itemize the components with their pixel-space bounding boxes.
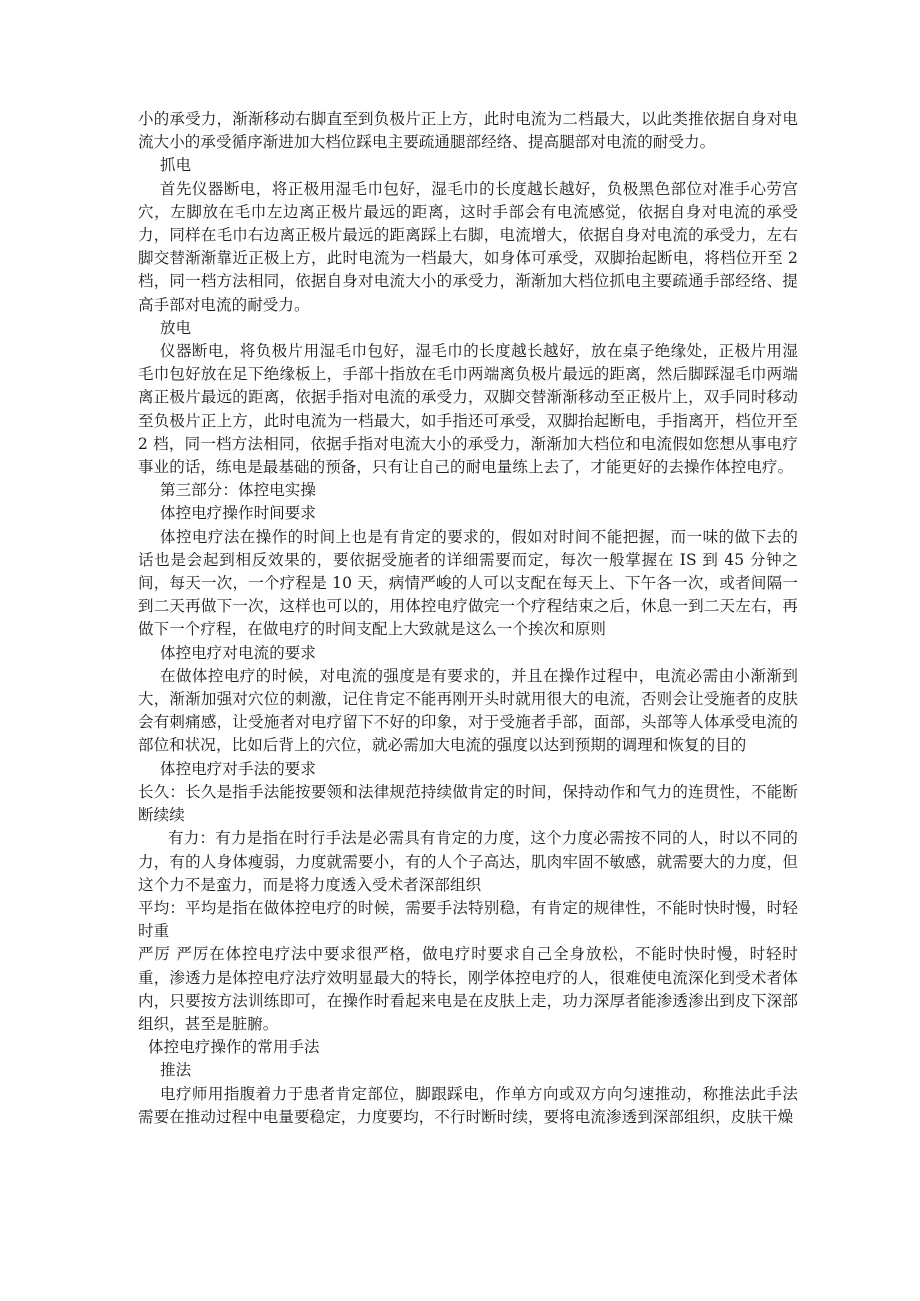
section-heading-current: 体控电疗对电流的要求 — [160, 643, 317, 662]
paragraph: 平均：平均是指在做体控电疗的时候，需要手法特别稳，有肯定的规律性，不能时快时慢，时轻时重 — [138, 898, 798, 941]
paragraph: 长久：长久是指手法能按要领和法律规范持续做肯定的时间，保持动作和气力的连贯性，不能断断续续 — [138, 782, 798, 825]
section-heading-grab-electricity: 抓电 — [160, 156, 192, 175]
paragraph: 小的承受力，渐渐移动右脚直至到负极片正上方，此时电流为二档最大，以此类推依据自身对电流大小的承受循序渐进加大档位踩电主要疏通腿部经络、提高腿部对电流的耐受力。 — [138, 110, 798, 152]
document-body — [138, 108, 798, 1129]
part-heading: 第三部分：体控电实操 — [160, 481, 317, 500]
paragraph: 仪器断电，将负极片用湿毛巾包好，湿毛巾的长度越长越好，放在桌子绝缘处，正极片用湿毛巾包好放在足下绝缘板上，手部十指放在毛巾两端离负极片最远的距离，然后脚踩湿毛巾两端离正极片最远的距离，依据手指对电流的承受力，双脚交替渐渐移动至正极片上，双手同时移动至负极片正上方，此时电流为一档最大，如手指还可承受，双脚抬起断电，手指离开，档位开至2 档，同一档方法相同，依据手指对电流大小的承受力，渐渐加大档位和电流假如您想从事电疗事业的话，练电是最基础的预备，只有让自己的耐电量练上去了，才能更好的去操作体控电疗。 — [138, 342, 798, 477]
paragraph: 严厉 严厉在体控电疗法中要求很严格，做电疗时要求自己全身放松，不能时快时慢，时轻时重，渗透力是体控电疗法疗效明显最大的特长，刚学体控电疗的人，很难使电流深化到受术者体内，只要按方法训练即可，在操作时看起来电是在皮肤上走，功力深厚者能渗透渗出到皮下深部组织，甚至是脏腑。 — [138, 945, 798, 1033]
paragraph: 有力：有力是指在时行手法是必需具有肯定的力度，这个力度必需按不同的人，时以不同的力，有的人身体瘦弱，力度就需要小，有的人个子高达，肌肉牢固不敏感，就需要大的力度，但这个力不是蛮力，而是将力度透入受术者深部组织 — [138, 829, 798, 894]
section-heading-push: 推法 — [160, 1061, 192, 1080]
paragraph: 体控电疗法在操作的时间上也是有肯定的要求的，假如对时间不能把握，而一味的做下去的话也是会起到相反效果的，要依据受施者的详细需要而定，每次一般掌握在 IS 到 45 分钟之间，每天一次，一个疗程是 10 天，病情严峻的人可以支配在每天上、下午各一次，或者间隔一到二天再做下一次，这样也可以的，用体控电疗做完一个疗程结束之后，休息一到二天左右，再做下一个疗程，在做电疗的时间支配上大致就是这么一个挨次和原则 — [138, 527, 798, 639]
section-heading-time: 体控电疗操作时间要求 — [160, 504, 317, 523]
section-heading-technique: 体控电疗对手法的要求 — [160, 759, 317, 778]
paragraph: 首先仪器断电，将正极用湿毛巾包好，湿毛巾的长度越长越好，负极黑色部位对准手心劳宫穴，左脚放在毛巾左边离正极片最远的距离，这时手部会有电流感觉，依据自身对电流的承受力，同样在毛巾右边离正极片最远的距离踩上右脚，电流增大，依据自身对电流的承受力，左右脚交替渐渐靠近正极上方，此时电流为一档最大，如身体可承受，双脚抬起断电，将档位开至 2 档，同一档方法相同，依据自身对电流大小的承受力，渐渐加大档位抓电主要疏通手部经络、提高手部对电流的耐受力。 — [138, 179, 798, 314]
paragraph: 在做体控电疗的时候，对电流的强度是有要求的，并且在操作过程中，电流必需由小渐渐到大，渐渐加强对穴位的刺激，记住肯定不能再刚开头时就用很大的电流，否则会让受施者的皮肤会有刺痛感，让受施者对电疗留下不好的印象，对于受施者手部，面部，头部等人体承受电流的部位和状况，比如后背上的穴位，就必需加大电流的强度以达到预期的调理和恢复的目的 — [138, 666, 798, 755]
section-heading-common-techniques: 体控电疗操作的常用手法 — [138, 1038, 320, 1057]
paragraph: 电疗师用指腹着力于患者肯定部位，脚跟踩电，作单方向或双方向匀速推动，称推法此手法需要在推动过程中电量要稳定，力度要均，不行时断时续，要将电流渗透到深部组织，皮肤干燥 — [138, 1084, 798, 1126]
section-heading-discharge: 放电 — [160, 318, 192, 337]
